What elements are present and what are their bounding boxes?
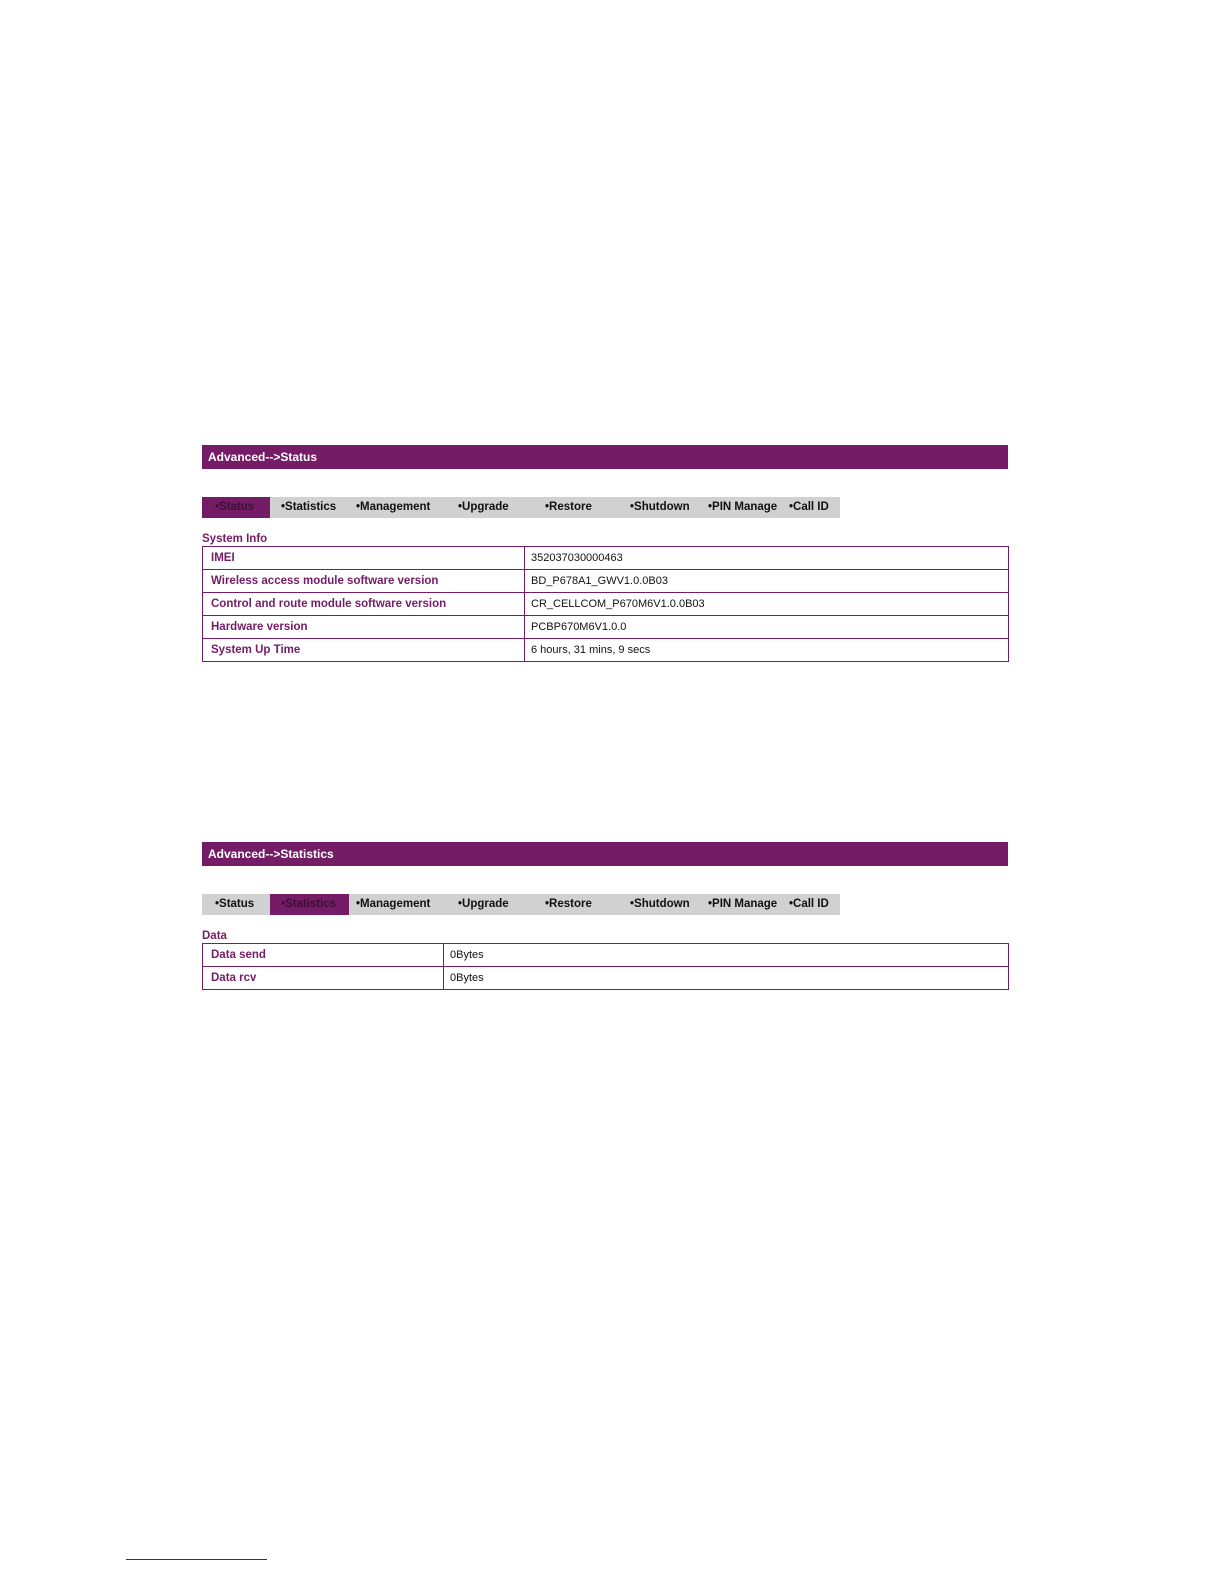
row-value: 0Bytes (444, 967, 1009, 990)
tab-shutdown[interactable]: •Shutdown (630, 501, 690, 513)
status-panel (202, 445, 1008, 662)
table-row (203, 593, 1009, 616)
tab-bar (202, 497, 840, 518)
table-row (203, 570, 1009, 593)
tab-restore[interactable]: •Restore (545, 501, 592, 513)
row-key: Wireless access module software version (203, 570, 525, 593)
tab-management[interactable]: •Management (356, 898, 431, 910)
section-label-system-info: System Info (202, 533, 268, 545)
row-key: Data send (203, 944, 444, 967)
tab-upgrade[interactable]: •Upgrade (458, 501, 509, 513)
table-row (203, 967, 1009, 990)
page-title: Advanced-->Statistics (202, 842, 1008, 866)
tab-call-id[interactable]: •Call ID (789, 898, 829, 910)
row-value: 0Bytes (444, 944, 1009, 967)
tab-management[interactable]: •Management (356, 501, 431, 513)
row-value: BD_P678A1_GWV1.0.0B03 (525, 570, 1009, 593)
tab-statistics[interactable]: •Statistics (281, 501, 337, 513)
tab-call-id[interactable]: •Call ID (789, 501, 829, 513)
table-row (203, 547, 1009, 570)
tab-status[interactable]: •Status (215, 898, 255, 910)
row-key: Data rcv (203, 967, 444, 990)
table-row (203, 944, 1009, 967)
row-key: System Up Time (203, 639, 525, 662)
table-row (203, 639, 1009, 662)
tab-pin-manage[interactable]: •PIN Manage (708, 898, 778, 910)
row-key: Hardware version (203, 616, 525, 639)
tab-status[interactable]: •Status (202, 497, 270, 518)
tab-pin-manage[interactable]: •PIN Manage (708, 501, 778, 513)
footnote-divider (126, 1559, 267, 1560)
row-key: IMEI (203, 547, 525, 570)
section-label-data: Data (202, 930, 227, 942)
tab-restore[interactable]: •Restore (545, 898, 592, 910)
table-row (203, 616, 1009, 639)
tab-statistics[interactable]: •Statistics (270, 894, 349, 915)
data-table (202, 943, 1009, 990)
tab-upgrade[interactable]: •Upgrade (458, 898, 509, 910)
row-value: CR_CELLCOM_P670M6V1.0.0B03 (525, 593, 1009, 616)
tab-bar (202, 894, 840, 915)
statistics-panel (202, 842, 1008, 990)
row-value: 6 hours, 31 mins, 9 secs (525, 639, 1009, 662)
tab-shutdown[interactable]: •Shutdown (630, 898, 690, 910)
system-info-table (202, 546, 1009, 662)
page-title: Advanced-->Status (202, 445, 1008, 469)
row-value: 352037030000463 (525, 547, 1009, 570)
row-value: PCBP670M6V1.0.0 (525, 616, 1009, 639)
row-key: Control and route module software version (203, 593, 525, 616)
